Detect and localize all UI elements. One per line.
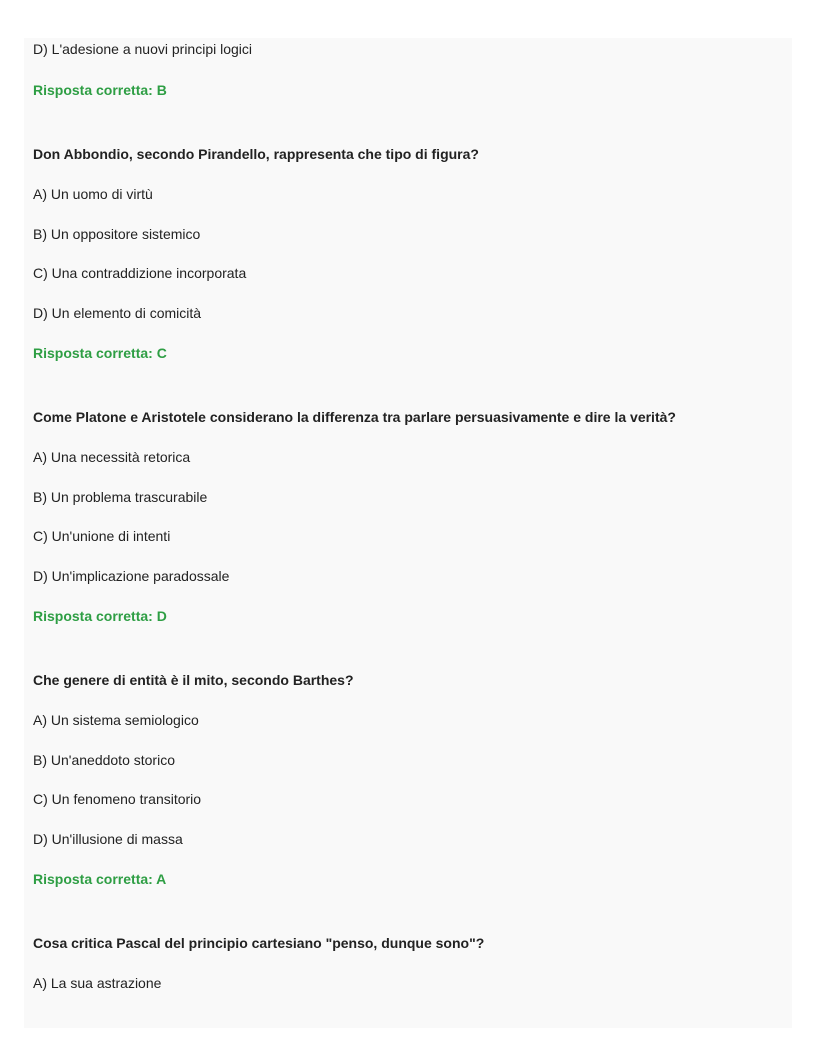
option-a: A) Una necessità retorica <box>33 449 191 465</box>
option-d: D) Un'illusione di massa <box>33 831 183 847</box>
question-text: Cosa critica Pascal del principio cartesiano "penso, dunque sono"? <box>33 935 485 951</box>
option-b: B) Un'aneddoto storico <box>33 752 175 768</box>
correct-answer: Risposta corretta: A <box>33 871 167 887</box>
option-b: B) Un oppositore sistemico <box>33 226 201 242</box>
option-a: A) Un sistema semiologico <box>33 712 199 728</box>
question-text: Che genere di entità è il mito, secondo Barthes? <box>33 672 354 688</box>
correct-answer: Risposta corretta: C <box>33 345 167 361</box>
option-c: C) Un'unione di intenti <box>33 528 171 544</box>
question-text: Come Platone e Aristotele considerano la differenza tra parlare persuasivamente e dire la verità? <box>33 409 676 425</box>
correct-answer: Risposta corretta: D <box>33 608 167 624</box>
option-c: C) Un fenomeno transitorio <box>33 791 202 807</box>
option-a: A) Un uomo di virtù <box>33 186 153 202</box>
option-b: B) Un problema trascurabile <box>33 489 208 505</box>
option-a: A) La sua astrazione <box>33 975 162 991</box>
option-d: D) L'adesione a nuovi principi logici <box>33 41 253 57</box>
option-d: D) Un'implicazione paradossale <box>33 568 230 584</box>
correct-answer: Risposta corretta: B <box>33 82 167 98</box>
option-c: C) Una contraddizione incorporata <box>33 265 247 281</box>
question-text: Don Abbondio, secondo Pirandello, rappresenta che tipo di figura? <box>33 146 479 162</box>
option-d: D) Un elemento di comicità <box>33 305 202 321</box>
